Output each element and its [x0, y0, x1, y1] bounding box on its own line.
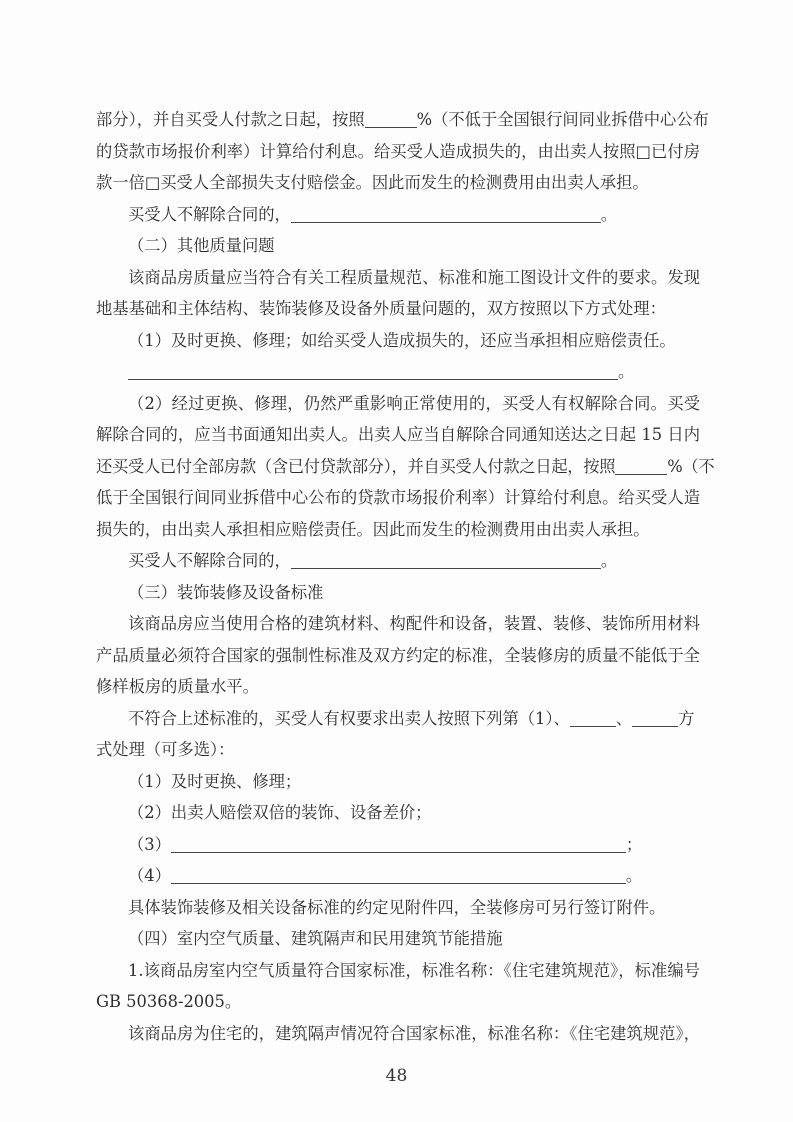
text-line: 产品质量必须符合国家的强制性标准及双方约定的标准，全装修房的质量不能低于全 [96, 645, 700, 665]
text-line: 该商品房质量应当符合有关工程质量规范、标准和施工图设计文件的要求。发现 [128, 267, 700, 287]
list-item [96, 860, 700, 892]
text: （3） [128, 834, 171, 854]
text: 方 [678, 708, 695, 728]
fill-blank-option[interactable] [632, 708, 678, 727]
fill-blank[interactable] [291, 204, 601, 223]
fill-blank-option[interactable] [570, 708, 616, 727]
text-line: （1）及时更换、修理；如给买受人造成损失的，还应当承担相应赔偿责任。 [128, 330, 676, 350]
list-item: （2）出卖人赔偿双倍的装饰、设备差价； [128, 803, 432, 822]
text-line [96, 356, 700, 388]
list-item: （1）及时更换、修理； [128, 771, 302, 791]
text: 买受人不解除合同的， [128, 551, 291, 570]
section-heading: （四）室内空气质量、建筑隔声和民用建筑节能措施 [128, 929, 503, 948]
text: 。 [600, 204, 618, 224]
fill-blank[interactable] [171, 865, 626, 884]
text-line [96, 703, 700, 735]
page-number: 48 [385, 1066, 408, 1086]
fill-blank-rate[interactable] [365, 109, 417, 128]
fill-blank[interactable] [171, 834, 626, 853]
text-line: 地基基础和主体结构、装饰装修及设备外质量问题的，双方按照以下方式处理： [96, 299, 666, 318]
text: ； [625, 834, 643, 854]
text: 还买受人已付全部房款（含已付贷款部分），并自买受人付款之日起，按照 [96, 456, 616, 476]
text-line: 的贷款市场报价利率）计算给付利息。给买受人造成损失的，由出卖人按照□已付房 [96, 141, 700, 161]
text: 不符合上述标准的，买受人有权要求出卖人按照下列第（1）、 [128, 708, 570, 728]
text: 。 [625, 866, 643, 885]
text-line: 低于全国银行间同业拆借中心公布的贷款市场报价利率）计算给付利息。给买受人造 [96, 488, 700, 507]
fill-blank[interactable] [291, 550, 601, 569]
text: 部分），并自买受人付款之日起，按照 [96, 110, 365, 129]
text: 。 [600, 551, 618, 570]
text-line [96, 545, 700, 577]
text: 买受人不解除合同的， [128, 204, 291, 224]
text-line: 该商品房为住宅的，建筑隔声情况符合国家标准，标准名称：《住宅建筑规范》， [128, 1023, 700, 1043]
text: （4） [128, 866, 171, 885]
fill-blank[interactable] [128, 361, 618, 380]
text-line: 1.该商品房室内空气质量符合国家标准，标准名称：《住宅建筑规范》，标准编号 [128, 960, 700, 980]
text-line [96, 104, 709, 136]
text-line: 修样板房的质量水平。 [96, 677, 259, 696]
text-line: 式处理（可多选）： [96, 740, 235, 759]
text: %（不 [667, 456, 715, 476]
text-line: GB 50368-2005。 [96, 992, 242, 1011]
text-line: 解除合同的，应当书面通知出卖人。出卖人应当自解除合同通知送达之日起 15 日内 [96, 425, 700, 444]
text-line: 该商品房应当使用合格的建筑材料、构配件和设备，装置、装修、装饰所用材料 [128, 614, 700, 633]
text-line: 款一倍□买受人全部损失支付赔偿金。因此而发生的检测费用由出卖人承担。 [96, 173, 649, 192]
text: %（不低于全国银行间同业拆借中心公布 [416, 110, 709, 129]
section-heading: （二）其他质量问题 [128, 236, 275, 255]
fill-blank-rate[interactable] [615, 456, 667, 475]
list-item [96, 829, 700, 861]
text-line: 具体装饰装修及相关设备标准的约定见附件四，全装修房可另行签订附件。 [128, 897, 666, 917]
text-line: （2）经过更换、修理，仍然严重影响正常使用的，买受人有权解除合同。买受 [128, 393, 700, 413]
text: 。 [618, 362, 635, 381]
text-line [96, 451, 715, 483]
text-line [96, 199, 700, 231]
document-body [96, 104, 715, 1049]
section-heading: （三）装饰装修及设备标准 [128, 582, 324, 602]
text: 、 [615, 708, 633, 728]
text-line: 损失的，由出卖人承担相应赔偿责任。因此而发生的检测费用由出卖人承担。 [96, 519, 650, 539]
